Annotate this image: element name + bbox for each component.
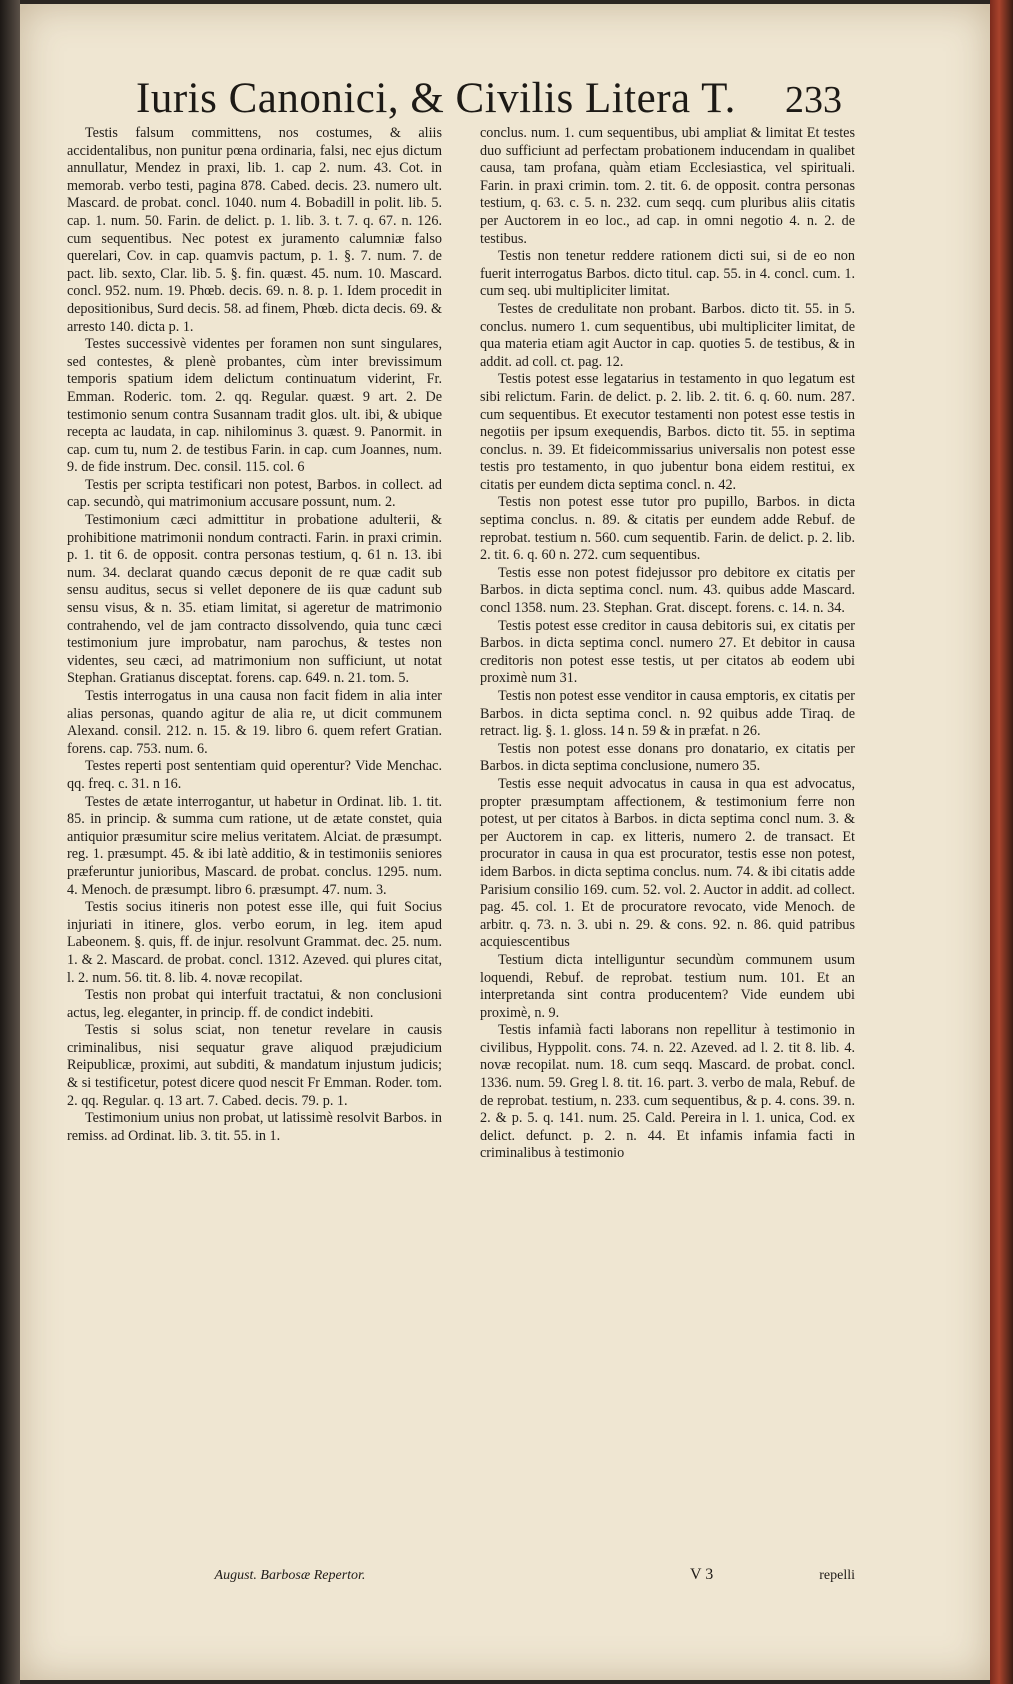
paragraph: Testes successivè videntes per foramen non sunt singulares, sed contestes, & plenè probantes, cùm inter brevissimum temporis spatium idem delictum continuatum viderint, Fr. Emman. Roderic. tom. 2. qq. Regular. quæst. 9 art. 2. De testimonio senum contra Susannam tradit glos. ult. ibi, & ubique recepta ac laudata, in cap. nihilominus 3. quæst. 9. Panormit. in cap. cum tu, num 2. de testibus Farin. in cap. cum Joannes, num. 9. de fide instrum. Dec. consil. 115. col. 6	[67, 336, 442, 476]
right-column	[480, 125, 855, 1163]
paragraph: Testis si solus sciat, non tenetur revelare in causis criminalibus, nisi sequatur grave aliquod præjudicium Reipublicæ, proximi, aut subditi, & mandatum injustum judicis; & si testificetur, potest dicere quod nescit Fr Emman. Roder. tom. 2. qq. Regular. q. 13 art. 7. Cabed. decis. 79. p. 1.	[67, 1022, 442, 1109]
paragraph: Testes reperti post sententiam quid operentur? Vide Menchac. qq. freq. c. 31. n 16.	[67, 758, 442, 792]
paragraph: Testes de ætate interrogantur, ut habetur in Ordinat. lib. 1. tit. 85. in princip. & summa cum ratione, ut de ætate constet, quia antiquior præsumitur scire melius veritatem. Alciat. de præsumpt. reg. 1. præsumpt. 45. & ibi latè additio, & in testimoniis seniores præferuntur junioribus, Mascard. de probat. conclus. 1295. num. 4. Menoch. de præsumpt. libro 6. præsumpt. 47. num. 3.	[67, 793, 442, 898]
paragraph: Testium dicta intelliguntur secundùm communem usum loquendi, Rebuf. de reprobat. testium num. 101. Et an interpretanda sint contra producentem? Vide eundem ubi proximè, n. 9.	[480, 951, 855, 1021]
page-title: Iuris Canonici, & Civilis Litera T.	[136, 75, 736, 122]
paragraph: Testis interrogatus in una causa non facit fidem in alia inter alias personas, quando agitur de alia re, ut dicit communem Alexand. consil. 212. n. 15. & 19. libro 6. quem refert Gratian. forens. cap. 753. num. 6.	[67, 688, 442, 757]
paragraph: Testis esse nequit advocatus in causa in qua est advocatus, propter præsumptam affectionem, & testimonium ferre non potest, ut per citatos à Barbos. in dicta septima concl num. 3. & per Auctorem in cap. ex litteris, numero 2. de transact. Et procurator in causa in qua est procurator, testis esse non potest, idem Barbos. in dicta septima conclus. num. 74. & ibi citatis adde Parisium consilio 169. cum. 52. vol. 2. Auctor in addit. ad collect. pag. 45. col. 1. Et de procuratore revocato, vide Menoch. de arbitr. q. 73. n. 3. ubi n. 29. & cons. 92. n. 86. quid patribus acquiescentibus	[480, 775, 855, 951]
signature-mark: V 3	[690, 1566, 714, 1583]
paragraph: Testis non probat qui interfuit tractatui, & non conclusioni actus, leg. eleganter, in princip. ff. de condict indebiti.	[67, 987, 442, 1021]
paragraph: Testis esse non potest fidejussor pro debitore ex citatis per Barbos. in dicta septima concl. num. 43. quibus adde Mascard. concl 1358. num. 23. Stephan. Grat. discept. forens. c. 14. n. 34.	[480, 564, 855, 617]
paragraph: Testes de credulitate non probant. Barbos. dicto tit. 55. in 5. conclus. numero 1. cum sequentibus, ubi multipliciter limitat, de qua materia etiam agit Auctor in cap. quoties 5. de testibus, & in addit. ad coll. ct. pag. 12.	[480, 300, 855, 370]
book-gutter	[0, 0, 20, 1684]
paragraph: Testis infamià facti laborans non repellitur à testimonio in civilibus, Hyppolit. cons. 74. n. 22. Azeved. ad l. 2. tit 8. lib. 4. novæ recopilat. num. 18. cum seqq. Mascard. de probat. concl. 1336. num. 59. Greg l. 8. tit. 16. part. 3. verbo de mala, Rebuf. de de reprobat. testium, n. 233. cum sequentibus, & p. 4. cons. 39. n. 2. & p. 5. q. 141. num. 25. Cald. Pereira in l. 1. unica, Cod. ex delict. defunct. p. 2. n. 44. Et infamis infamia facti in criminalibus à testimonio	[480, 1022, 855, 1162]
left-column	[67, 125, 442, 1145]
paragraph: Testis non potest esse tutor pro pupillo, Barbos. in dicta septima conclus. n. 89. & citatis per eundem adde Rebuf. de reprobat. testium n. 560. cum sequentib. Farin. de delict. p. 2. lib. 2. tit. 6. q. 60 n. 272. cum sequentibus.	[480, 494, 855, 564]
paragraph: Testis non potest esse donans pro donatario, ex citatis per Barbos. in dicta septima conclusione, numero 35.	[480, 740, 855, 775]
paragraph: Testis socius itineris non potest esse ille, qui fuit Socius injuriati in itinere, glos. verbo eorum, in leg. item apud Labeonem. §. quis, ff. de injur. resolvunt Grammat. dec. 25. num. 1. & 2. Mascard. de probat. concl. 1312. Azeved. qui plures citat, l. 2. num. 56. tit. 8. lib. 4. novæ recopilat.	[67, 899, 442, 986]
paragraph: Testis non tenetur reddere rationem dicti sui, si de eo non fuerit interrogatus Barbos. dicto titul. cap. 55. in 4. concl. cum. 1. cum seq. ubi multipliciter limitat.	[480, 248, 855, 300]
paragraph: Testimonium cæci admittitur in probatione adulterii, & prohibitione matrimonii nondum contracti. Farin. in praxi crimin. p. 1. tit 6. de opposit. contra personas testium, q. 61 n. 13. ibi num. 34. declarat quando cæcus deponit de re quæ cadit sub sensu auditus, secus si vellet deponere de iis quæ cadunt sub sensu visus, & n. 35. etiam limitat, si ageretur de matrimonio contrahendo, vel de jam contracto dissolvendo, quia tunc cæci testimonium jure improbatur, nam parochus, & testes non videntes, seu cæci, ad matrimonium non sufficiunt, ut notat Stephan. Gratianus disceptat. forens. cap. 649. n. 21. tom. 5.	[67, 512, 442, 687]
paragraph: Testis potest esse creditor in causa debitoris sui, ex citatis per Barbos. in dicta septima concl. numero 27. Et debitor in causa creditoris non potest esse testis, ut per citatos ab eodem ubi proximè num 31.	[480, 617, 855, 687]
paragraph: Testis potest esse legatarius in testamento in quo legatum est sibi relictum. Farin. de delict. p. 2. lib. 2. tit. 6. q. 60. num. 287. cum sequentibus. Et executor testamenti non potest esse testis in negotiis per ipsum exequendis, Barbos. dicto tit. 55. in septima conclus. n. 39. Et fideicommissarius universalis non potest esse testis pro testamento, in quo jubentur bona eidem restitui, ex citatis per eundem dicta septima concl. n. 42.	[480, 371, 855, 493]
book-edge	[990, 0, 1013, 1684]
paragraph: Testis non potest esse venditor in causa emptoris, ex citatis per Barbos. in dicta septima concl. n. 92 quibus adde Tiraq. de retract. lig. §. 1. gloss. 14 n. 59 & in præfat. n 26.	[480, 688, 855, 740]
paragraph: Testis falsum committens, nos costumes, & aliis accidentalibus, non punitur pœna ordinaria, falsi, nec ejus dictum annullatur, Mendez in praxi, lib. 1. cap 2. num. 43. Cot. in memorab. verbo testi, pagina 878. Cabed. decis. 23. numero ult. Mascard. de probat. concl. 1040. num 4. Bobadill in polit. lib. 5. cap. 1. num. 50. Farin. de delict. p. 1. lib. 3. t. 7. q. 67. n. 126. cum sequentibus. Nec potest ex juramento calumniæ falso querelari, Cov. in cap. quamvis pactum, p. 1. §. 7. num. 7. de pact. lib. sexto, Clar. lib. 5. §. fin. quæst. 45. num. 10. Mascard. concl. 952. num. 19. Phœb. decis. 69. n. 8. p. 1. Idem procedit in depositionibus, Surd decis. 58. ad finem, Phœb. dicta decis. 69. & arresto 140. dicta p. 1.	[67, 125, 442, 335]
paragraph: conclus. num. 1. cum sequentibus, ubi ampliat & limitat Et testes duo sufficiunt ad perfectam probationem inducendam in qualibet causa, tam profana, quàm etiam Ecclesiastica, vel spirituali. Farin. in praxi crimin. tom. 2. tit. 6. de opposit. contra personas testium, q. 63. c. 5. n. 232. cum seqq. cum pluribus aliis citatis per Auctorem in eo loc., ad cap. in omni negotio 4. n. 2. de testibus.	[480, 125, 855, 247]
paragraph: Testimonium unius non probat, ut latissimè resolvit Barbos. in remiss. ad Ordinat. lib. 3. tit. 55. in 1.	[67, 1110, 442, 1144]
page-number: 233	[785, 79, 842, 121]
catchword: repelli	[819, 1568, 855, 1583]
footer-attribution: August. Barbosæ Repertor.	[214, 1568, 366, 1583]
paragraph: Testis per scripta testificari non potest, Barbos. in collect. ad cap. secundò, qui matrimonium accusare possunt, num. 2.	[67, 476, 442, 511]
